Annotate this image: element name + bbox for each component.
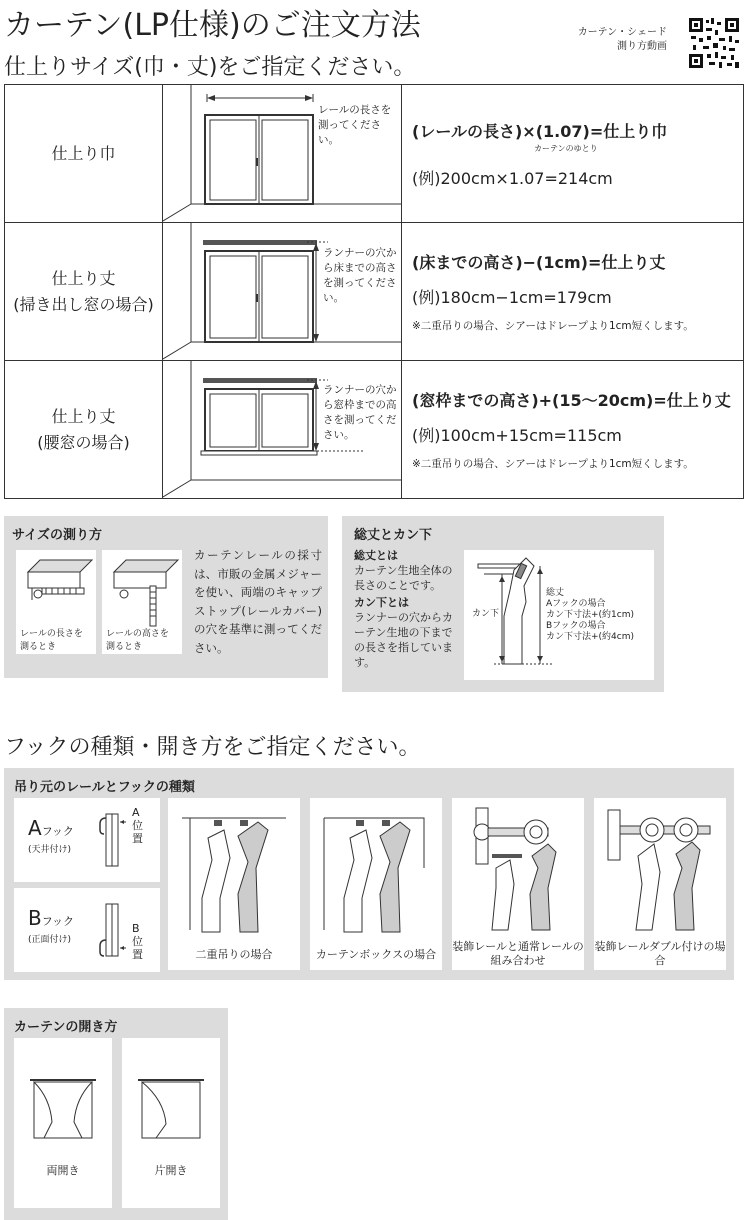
row-label-line1: 仕上り丈 bbox=[51, 268, 116, 288]
def-heading: カン下とは bbox=[354, 596, 409, 609]
total-length-definitions bbox=[354, 548, 458, 670]
mount-caption: 装飾レールと通常レールの組み合わせ bbox=[452, 940, 584, 967]
row-label-line2: (腰窓の場合) bbox=[37, 432, 130, 452]
b-hook-name bbox=[28, 906, 74, 930]
double-hang-card[interactable] bbox=[168, 798, 300, 970]
caption-line: 測るとき bbox=[106, 642, 143, 652]
total-length-diagram bbox=[464, 550, 654, 680]
formula-note: ※二重吊りの場合、シアーはドレープより1cm短くします。 bbox=[412, 458, 694, 470]
rail-length-illustration bbox=[16, 550, 96, 620]
diagram-note: レールの長さを測ってください。 bbox=[318, 104, 392, 146]
diagram-note: ランナーの穴から床までの高さを測ってください。 bbox=[323, 247, 397, 304]
a-hook-sub: (天井付け) bbox=[28, 845, 72, 855]
opening-style-panel bbox=[4, 1008, 228, 1220]
rail-height-illustration bbox=[102, 550, 182, 628]
measure-method-text: カーテンレールの採寸は、市販の金属メジャーを使い、両端のキャップストップ(レールカバー)の穴を基準に測ってください。 bbox=[194, 548, 322, 655]
b-hook-position: B位置 bbox=[132, 922, 143, 961]
formula-sub: カーテンのゆとり bbox=[534, 143, 598, 153]
table-row bbox=[5, 361, 744, 499]
row-label-line2: (掃き出し窓の場合) bbox=[13, 294, 154, 314]
def-heading: 総丈とは bbox=[354, 549, 398, 562]
double-open-label: 両開き bbox=[46, 1164, 80, 1177]
b-hook-value: カン下寸法+(約4cm) bbox=[546, 632, 635, 642]
a-hook-position: A位置 bbox=[132, 806, 143, 845]
row-label bbox=[5, 361, 163, 499]
table-row bbox=[5, 85, 744, 223]
mount-caption: 装飾レールダブル付けの場合 bbox=[594, 940, 726, 967]
row-label-line1: 仕上り巾 bbox=[51, 143, 116, 163]
a-hook-word: フック bbox=[41, 825, 74, 838]
a-hook-icon bbox=[98, 810, 128, 870]
caption-line: レールの長さを bbox=[20, 629, 83, 639]
hook-types-panel bbox=[4, 768, 734, 980]
size-table bbox=[4, 84, 744, 499]
a-hook-value: カン下寸法+(約1cm) bbox=[546, 610, 635, 620]
formula-text: (レールの長さ)×(1.07)=仕上り巾 bbox=[412, 121, 668, 141]
total-length-labels bbox=[546, 588, 634, 643]
decorative-normal-illustration bbox=[452, 798, 584, 938]
b-hook-label: Bフックの場合 bbox=[546, 621, 606, 631]
rail-height-caption bbox=[106, 628, 169, 654]
hook-types-title: 吊り元のレールとフックの種類 bbox=[14, 780, 195, 795]
sotake-label: 総丈 bbox=[546, 588, 565, 598]
a-hook-letter: A bbox=[28, 816, 42, 840]
row-label-line1: 仕上り丈 bbox=[51, 406, 116, 426]
mount-caption: 二重吊りの場合 bbox=[195, 948, 273, 961]
a-hook-name bbox=[28, 816, 74, 840]
formula-text: (床までの高さ)−(1cm)=仕上り丈 bbox=[412, 253, 666, 272]
curtain-box-illustration bbox=[310, 798, 442, 938]
b-hook-card[interactable] bbox=[14, 888, 160, 972]
decorative-double-illustration bbox=[594, 798, 726, 938]
rail-length-card bbox=[16, 550, 96, 654]
b-hook-icon bbox=[98, 900, 128, 960]
a-hook-card[interactable] bbox=[14, 798, 160, 882]
double-open-icon bbox=[14, 1038, 112, 1148]
caption-line: 測るとき bbox=[20, 642, 57, 652]
a-hook-label: Aフックの場合 bbox=[546, 599, 606, 609]
kanshita-label: カン下 bbox=[472, 609, 500, 619]
total-length-panel bbox=[342, 516, 664, 692]
total-length-title: 総丈とカン下 bbox=[354, 528, 433, 543]
formula-text: (窓枠までの高さ)+(15〜20cm)=仕上り丈 bbox=[412, 391, 731, 410]
mount-caption: カーテンボックスの場合 bbox=[315, 948, 437, 961]
curtain-box-card[interactable] bbox=[310, 798, 442, 970]
single-open-icon bbox=[122, 1038, 220, 1148]
def-text: ランナーの穴からカーテン生地の下までの長さを指しています。 bbox=[354, 611, 453, 669]
formula-example: (例)180cm−1cm=179cm bbox=[412, 288, 612, 307]
qr-code-icon[interactable] bbox=[689, 18, 739, 68]
decorative-double-card[interactable] bbox=[594, 798, 726, 970]
qr-caption bbox=[578, 26, 667, 54]
table-row bbox=[5, 223, 744, 361]
formula-example: (例)200cm×1.07=214cm bbox=[412, 168, 613, 188]
height-diagram-floor bbox=[163, 223, 402, 361]
single-open-card[interactable] bbox=[122, 1038, 220, 1208]
rail-height-card bbox=[102, 550, 182, 654]
rail-length-caption bbox=[20, 628, 83, 654]
decorative-normal-card[interactable] bbox=[452, 798, 584, 970]
formula-cell bbox=[402, 361, 744, 499]
width-diagram bbox=[163, 85, 402, 223]
def-text: カーテン生地全体の長さのことです。 bbox=[354, 564, 453, 592]
formula-example: (例)100cm+15cm=115cm bbox=[412, 426, 622, 445]
hook-section-title: フックの種類・開き方をご指定ください。 bbox=[4, 735, 421, 760]
b-hook-sub: (正面付け) bbox=[28, 935, 72, 945]
formula-cell bbox=[402, 85, 744, 223]
page-subtitle: 仕上りサイズ(巾・丈)をご指定ください。 bbox=[4, 55, 416, 80]
opening-style-title: カーテンの開き方 bbox=[14, 1020, 118, 1035]
diagram-note: ランナーの穴から窓枠までの高さを測ってください。 bbox=[323, 384, 397, 441]
row-label bbox=[5, 223, 163, 361]
measure-method-panel bbox=[4, 516, 328, 678]
b-hook-word: フック bbox=[41, 915, 74, 928]
row-label bbox=[5, 85, 163, 223]
qr-caption-line2: 測り方動画 bbox=[617, 41, 667, 52]
measure-method-title: サイズの測り方 bbox=[12, 528, 102, 543]
height-diagram-waist bbox=[163, 361, 402, 499]
caption-line: レールの高さを bbox=[106, 629, 169, 639]
formula-cell bbox=[402, 223, 744, 361]
qr-caption-line1: カーテン・シェード bbox=[577, 27, 667, 38]
b-hook-letter: B bbox=[28, 906, 42, 930]
single-open-label: 片開き bbox=[154, 1164, 188, 1177]
double-open-card[interactable] bbox=[14, 1038, 112, 1208]
page-title: カーテン(LP仕様)のご注文方法 bbox=[4, 8, 421, 43]
double-hang-illustration bbox=[168, 798, 300, 938]
formula-note: ※二重吊りの場合、シアーはドレープより1cm短くします。 bbox=[412, 320, 694, 332]
